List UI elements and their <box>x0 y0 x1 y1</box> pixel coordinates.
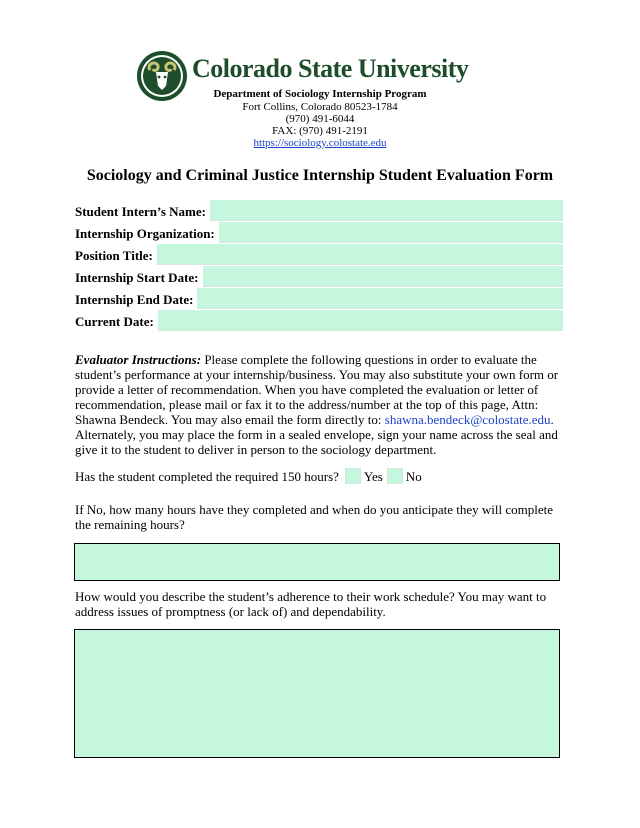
organization-label: Internship Organization: <box>75 226 215 241</box>
remaining-hours-question: If No, how many hours have they completed and when do you anticipate they will complete the remaining hours? <box>75 502 553 532</box>
organization-row <box>75 222 563 243</box>
hours-question: Has the student completed the required 150 hours? <box>75 468 339 484</box>
schedule-answer[interactable] <box>74 629 560 758</box>
position-title-label: Position Title: <box>75 248 153 263</box>
student-name-row <box>75 200 563 221</box>
no-label: No <box>405 468 422 484</box>
current-date-row <box>75 310 563 331</box>
yes-label: Yes <box>363 468 383 484</box>
department-name: Department of Sociology Internship Program <box>213 88 427 100</box>
email-link[interactable]: shawna.bendeck@colostate.edu <box>384 412 551 427</box>
organization-field[interactable] <box>219 222 563 243</box>
yes-checkbox[interactable] <box>345 468 361 484</box>
current-date-field[interactable] <box>158 310 563 331</box>
hours-question-row <box>75 468 422 484</box>
start-date-row <box>75 266 563 287</box>
student-name-field[interactable] <box>210 200 563 221</box>
fax-number: FAX: (970) 491-2191 <box>272 125 368 137</box>
end-date-field[interactable] <box>197 288 563 309</box>
instructions-text: Please complete the following questions in order to evaluate the student’s performance at your internship/business. You may also substitute your own form or provide a letter of recommendation. When you have completed the evaluation or letter of recommendation, please mail or fax it to the address/number at the top of this page, Attn: Shawna Bendeck. You may also email the form directly to: <box>75 352 559 427</box>
form-title: Sociology and Criminal Justice Internship Student Evaluation Form <box>86 167 554 184</box>
instructions-text-end: . Alternately, you may place the form in a sealed envelope, sign your name across the seal and give it to the student to deliver in person to the sociology department. <box>75 412 558 457</box>
end-date-row <box>75 288 563 309</box>
remaining-hours-answer[interactable] <box>74 543 560 581</box>
university-wordmark: Colorado State University <box>192 54 469 83</box>
position-title-field[interactable] <box>157 244 563 265</box>
current-date-label: Current Date: <box>75 314 154 329</box>
website-link[interactable]: https://sociology.colostate.edu <box>253 137 387 149</box>
no-checkbox[interactable] <box>387 468 403 484</box>
phone-number: (970) 491-6044 <box>285 113 355 125</box>
start-date-field[interactable] <box>203 266 564 287</box>
start-date-label: Internship Start Date: <box>75 270 199 285</box>
address-line: Fort Collins, Colorado 80523-1784 <box>242 101 398 113</box>
position-title-row <box>75 244 563 265</box>
instructions-heading: Evaluator Instructions: <box>75 352 202 367</box>
schedule-question: How would you describe the student’s adherence to their work schedule? You may want to address issues of promptness (or lack of) and dependability. <box>75 589 547 619</box>
student-name-label: Student Intern’s Name: <box>75 204 206 219</box>
end-date-label: Internship End Date: <box>75 292 194 307</box>
evaluator-instructions <box>75 352 563 457</box>
